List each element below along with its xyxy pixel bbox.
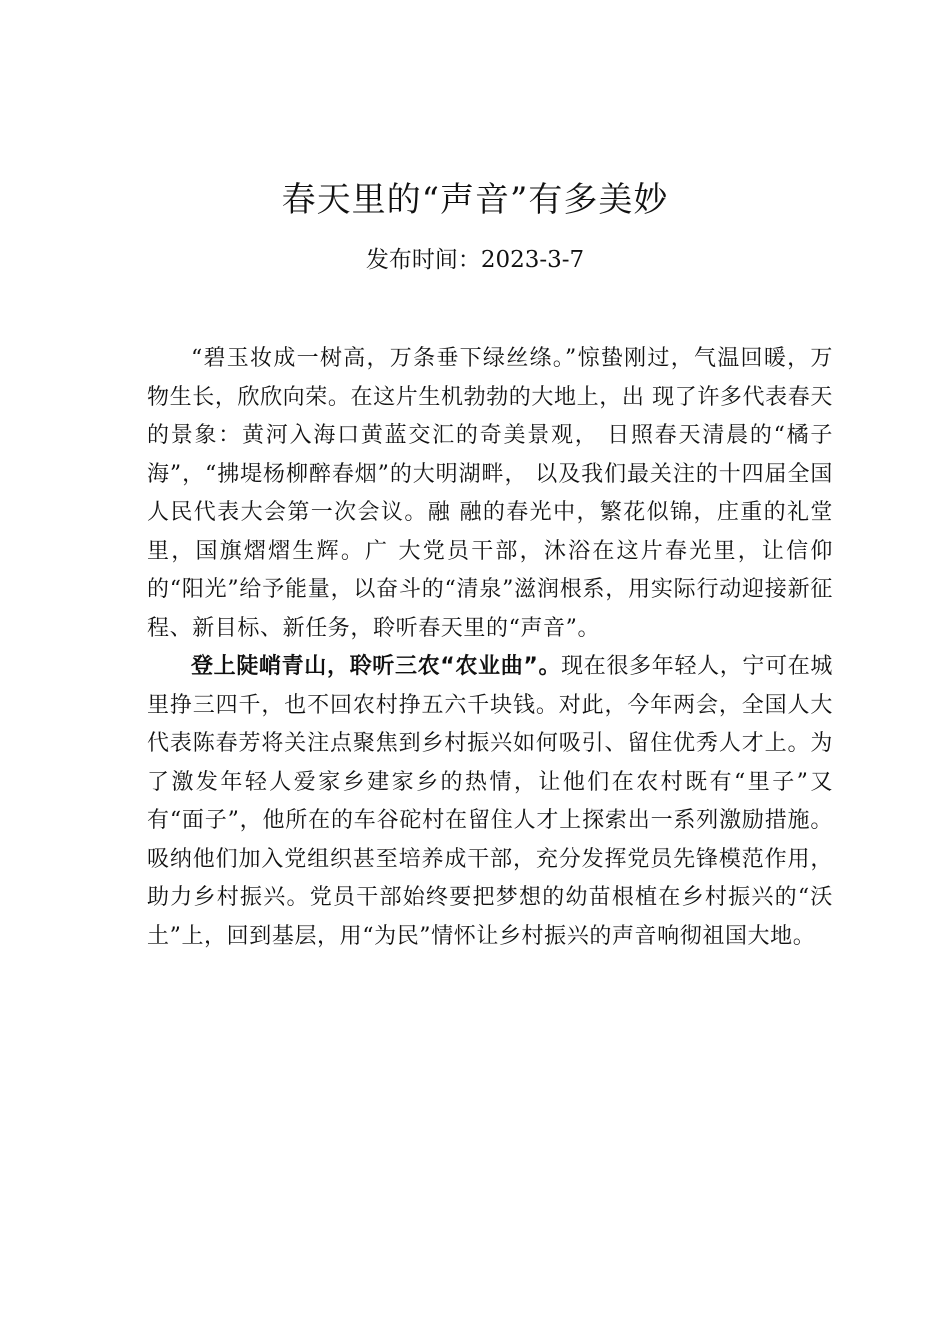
publish-date: 发布时间：2023-3-7	[365, 247, 585, 273]
paragraph-2-text: 现在很多年轻人，宁可在城里挣三四千，也不回农村挣五六千块钱。对此，今年两会，全国人大代表陈春芳将关注点聚焦到乡村振兴如何吸引、留住优秀人才上。为了激发年轻人爱家乡建家乡的热情，让他们在农村既有“里子”又有“面子”，他所在的车谷砣村在留住人才上探索出一系列激励措施。吸纳他们加入党组织甚至培养成干部，充分发挥党员先锋模范作用，助力乡村振兴。党员干部始终要把梦想的幼苗根植在乡村振兴的“沃土”上，回到基层，用“为民”情怀让乡村振兴的声音响彻祖国大地。	[147, 654, 833, 949]
paragraph-2-lead: 登上陡峭青山，聆听三农“农业曲”。	[191, 654, 562, 679]
paragraph-1	[147, 340, 833, 648]
article-body	[147, 340, 833, 956]
paragraph-2	[147, 648, 833, 956]
document-title: 春天里的“声音”有多美妙	[281, 180, 669, 220]
paragraph-1-text: “碧玉妆成一树高，万条垂下绿丝绦。”惊蛰刚过，气温回暖，万物生长，欣欣向荣。在这片生机勃勃的大地上，出 现了许多代表春天的景象：黄河入海口黄蓝交汇的奇美景观， 日照春天清晨的“橘子海”，“拂堤杨柳醉春烟”的大明湖畔， 以及我们最关注的十四届全国人民代表大会第一次会议。融 融的春光中，繁花似锦，庄重的礼堂里，国旗熠熠生辉。广 大党员干部，沐浴在这片春光里，让信仰的“阳光”给予能量，以奋斗的“清泉”滋润根系，用实际行动迎接新征程、新目标、新任务，聆听春天里的“声音”。	[147, 346, 833, 641]
